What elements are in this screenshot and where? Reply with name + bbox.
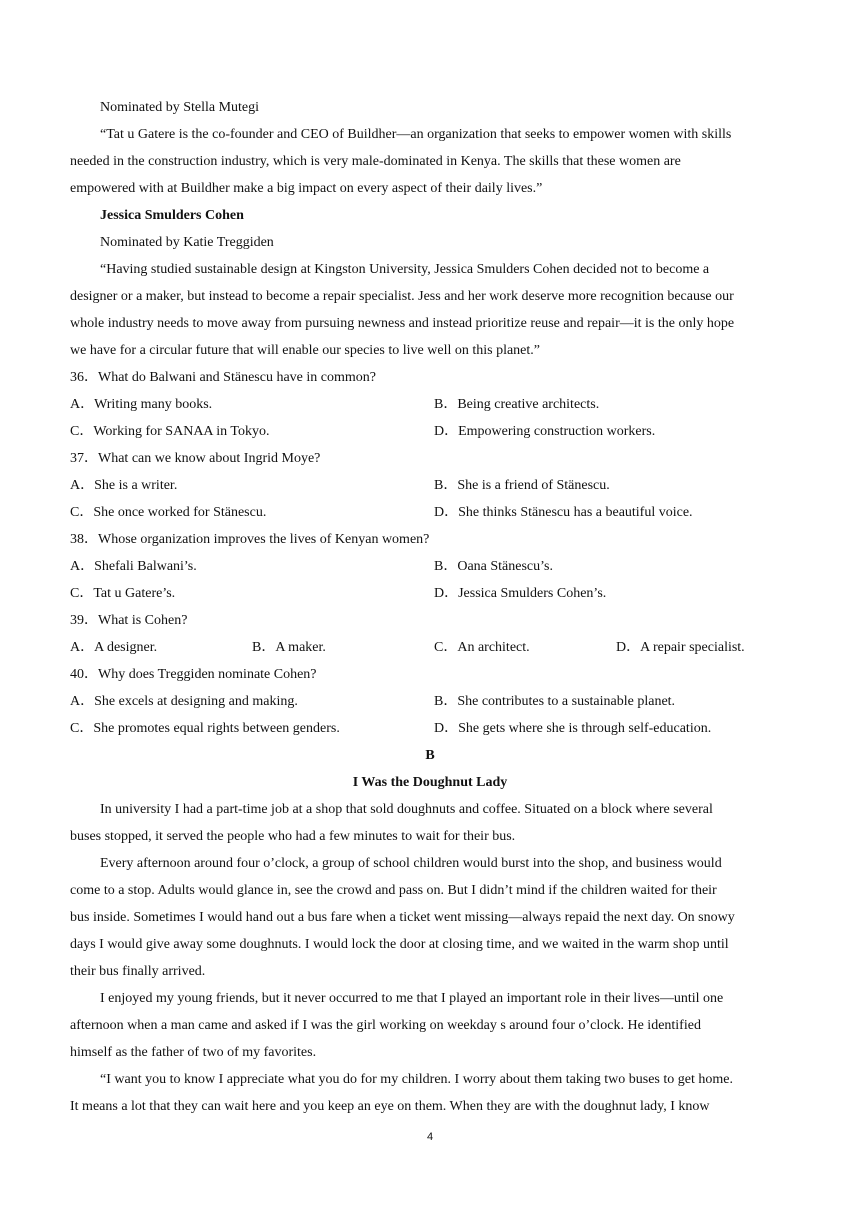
quote-line: whole industry needs to move away from pursuing newness and instead prioritize reuse and repair—it is the only hope xyxy=(70,316,735,331)
paragraph-line: himself as the father of two of my favorites. xyxy=(70,1045,317,1060)
option-36-c: C．Working for SANAA in Tokyo. xyxy=(70,424,270,439)
option-38-c: C．Tat u Gatere’s. xyxy=(70,586,176,601)
question-38: 38．Whose organization improves the lives of Kenyan women? xyxy=(70,532,430,547)
option-38-b: B．Oana Stänescu’s. xyxy=(434,559,553,574)
nominator-line: Nominated by Stella Mutegi xyxy=(100,100,260,115)
paragraph-line: buses stopped, it served the people who had a few minutes to wait for their bus. xyxy=(70,829,516,844)
option-38-d: D．Jessica Smulders Cohen’s. xyxy=(434,586,607,601)
option-40-c: C．She promotes equal rights between genders. xyxy=(70,721,340,736)
option-39-d: D．A repair specialist. xyxy=(616,640,745,655)
paragraph-line: afternoon when a man came and asked if I was the girl working on weekday s around four o’clock. He identified xyxy=(70,1018,701,1033)
question-37: 37．What can we know about Ingrid Moye? xyxy=(70,451,321,466)
option-36-d: D．Empowering construction workers. xyxy=(434,424,656,439)
paragraph-line: I enjoyed my young friends, but it never occurred to me that I played an important role in their lives—until one xyxy=(100,991,724,1006)
option-37-d: D．She thinks Stänescu has a beautiful voice. xyxy=(434,505,693,520)
quote-line: designer or a maker, but instead to become a repair specialist. Jess and her work deserve more recognition because our xyxy=(70,289,734,304)
option-37-b: B．She is a friend of Stänescu. xyxy=(434,478,610,493)
quote-line: needed in the construction industry, which is very male-dominated in Kenya. The skills that these women are xyxy=(70,154,681,169)
page-number: 4 xyxy=(426,1131,434,1143)
option-36-a: A．Writing many books. xyxy=(70,397,213,412)
paragraph-line: bus inside. Sometimes I would hand out a bus fare when a ticket went missing—always repaid the next day. On snowy xyxy=(70,910,735,925)
nominator-line: Nominated by Katie Treggiden xyxy=(100,235,274,250)
option-40-a: A．She excels at designing and making. xyxy=(70,694,298,709)
quote-line: “Tat u Gatere is the co-founder and CEO of Buildher—an organization that seeks to empower women with skills xyxy=(100,127,732,142)
option-40-d: D．She gets where she is through self-education. xyxy=(434,721,712,736)
option-38-a: A．Shefali Balwani’s. xyxy=(70,559,197,574)
quote-line: “Having studied sustainable design at Kingston University, Jessica Smulders Cohen decided not to become a xyxy=(100,262,710,277)
option-39-a: A．A designer. xyxy=(70,640,158,655)
paragraph-line: their bus finally arrived. xyxy=(70,964,206,979)
option-37-c: C．She once worked for Stänescu. xyxy=(70,505,267,520)
option-39-c: C．An architect. xyxy=(434,640,530,655)
paragraph-line: Every afternoon around four o’clock, a group of school children would burst into the shop, and business would xyxy=(100,856,722,871)
paragraph-line: come to a stop. Adults would glance in, see the crowd and pass on. But I didn’t mind if the children waited for their xyxy=(70,883,717,898)
quote-line: we have for a circular future that will enable our species to live well on this planet.” xyxy=(70,343,540,358)
paragraph-line: In university I had a part-time job at a shop that sold doughnuts and coffee. Situated on a block where several xyxy=(100,802,713,817)
option-36-b: B．Being creative architects. xyxy=(434,397,600,412)
paragraph-line: days I would give away some doughnuts. I would lock the door at closing time, and we waited in the warm shop until xyxy=(70,937,729,952)
quote-line: empowered with at Buildher make a big impact on every aspect of their daily lives.” xyxy=(70,181,543,196)
section-label: B xyxy=(425,748,435,763)
option-40-b: B．She contributes to a sustainable planet. xyxy=(434,694,676,709)
question-40: 40．Why does Treggiden nominate Cohen? xyxy=(70,667,317,682)
paragraph-line: It means a lot that they can wait here and you keep an eye on them. When they are with the doughnut lady, I know xyxy=(70,1099,710,1114)
question-39: 39．What is Cohen? xyxy=(70,613,188,628)
option-39-b: B．A maker. xyxy=(252,640,326,655)
question-36: 36．What do Balwani and Stänescu have in common? xyxy=(70,370,376,385)
paragraph-line: “I want you to know I appreciate what you do for my children. I worry about them taking two buses to get home. xyxy=(100,1072,733,1087)
nominee-name: Jessica Smulders Cohen xyxy=(100,208,244,223)
passage-title: I Was the Doughnut Lady xyxy=(352,775,508,790)
option-37-a: A．She is a writer. xyxy=(70,478,178,493)
